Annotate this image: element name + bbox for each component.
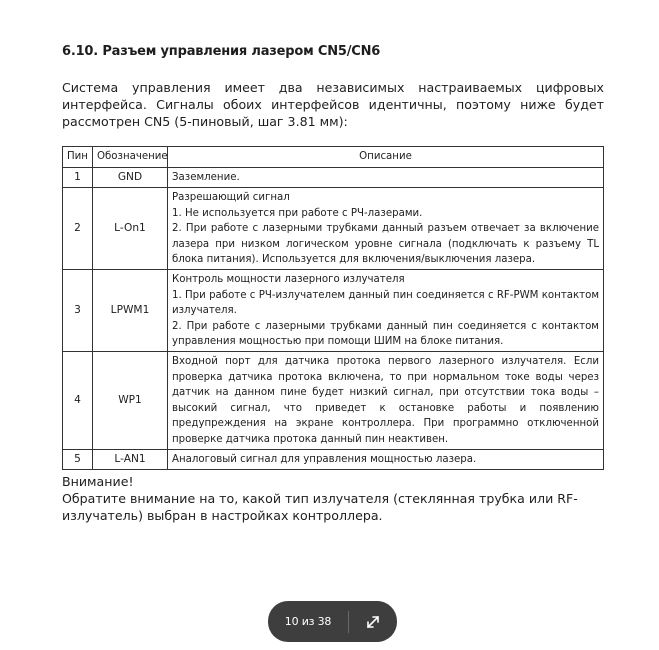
description-line: 2. При работе с лазерными трубками данный разъем отвечает за включение лазера при низком логическом уровне сигнала (подключать к разъему TL блока питания). Используется для включения/выключения лазера. — [172, 223, 599, 266]
header-pin: Пин — [63, 147, 93, 168]
intro-paragraph: Система управления имеет два независимых настраиваемых цифровых интерфейса. Сигналы обоих интерфейсов идентичны, поэтому ниже будет рассмотрен CN5 (5-пиновый, шаг 3.81 мм): — [62, 80, 604, 129]
expand-icon — [365, 614, 381, 630]
section-title: 6.10. Разъем управления лазером CN5/CN6 — [62, 44, 381, 59]
description-line: 2. При работе с лазерными трубками данный пин соединяется с контактом управления мощностью при помощи ШИМ на блоке питания. — [172, 320, 599, 348]
description-line: Аналоговый сигнал для управления мощностью лазера. — [172, 453, 477, 465]
pin-number: 3 — [63, 270, 93, 352]
pin-number: 4 — [63, 352, 93, 449]
pin-name: L-On1 — [93, 188, 168, 270]
notice-title: Внимание! — [62, 474, 134, 489]
pin-number: 5 — [63, 449, 93, 469]
header-name: Обозначение — [93, 147, 168, 168]
table-row — [63, 188, 604, 270]
description-line: Заземление. — [172, 172, 240, 183]
page-navigator — [268, 601, 397, 642]
pin-description — [168, 352, 604, 449]
pin-name: WP1 — [93, 352, 168, 449]
page-indicator: 10 из 38 — [284, 615, 332, 628]
expand-button[interactable] — [349, 601, 397, 642]
description-line: 1. Не используется при работе с РЧ-лазерами. — [172, 207, 423, 219]
table-row — [63, 449, 604, 469]
table-row — [63, 352, 604, 449]
pin-number: 1 — [63, 168, 93, 188]
pin-table — [62, 146, 604, 470]
pin-name: L-AN1 — [93, 449, 168, 469]
pin-name: GND — [93, 168, 168, 188]
description-line: 1. При работе с РЧ-излучателем данный пин соединяется с RF-PWM контактом излучателя. — [172, 289, 599, 317]
table-row — [63, 270, 604, 352]
notice-text: Обратите внимание на то, какой тип излучателя (стеклянная трубка или RF-излучатель) выбран в настройках контроллера. — [62, 491, 578, 523]
table-header-row — [63, 147, 604, 168]
table-row — [63, 168, 604, 188]
pin-number: 2 — [63, 188, 93, 270]
pin-name: LPWM1 — [93, 270, 168, 352]
description-line: Разрешающий сигнал — [172, 192, 290, 204]
pin-description — [168, 449, 604, 469]
description-line: Контроль мощности лазерного излучателя — [172, 274, 405, 286]
pin-description — [168, 168, 604, 188]
pin-description — [168, 188, 604, 270]
description-line: Входной порт для датчика протока первого лазерного излучателя. Если проверка датчика протока включена, то при нормальном токе воды через датчик на данном пине будет низкий сигнал, при отсутствии тока воды – высокий сигнал, что приведет к остановке работы и появлению предупреждения на экране контроллера. При программно отключенной проверке датчика протока данный пин неактивен. — [172, 356, 599, 445]
pin-description — [168, 270, 604, 352]
header-description: Описание — [168, 147, 604, 168]
notice — [62, 473, 622, 524]
